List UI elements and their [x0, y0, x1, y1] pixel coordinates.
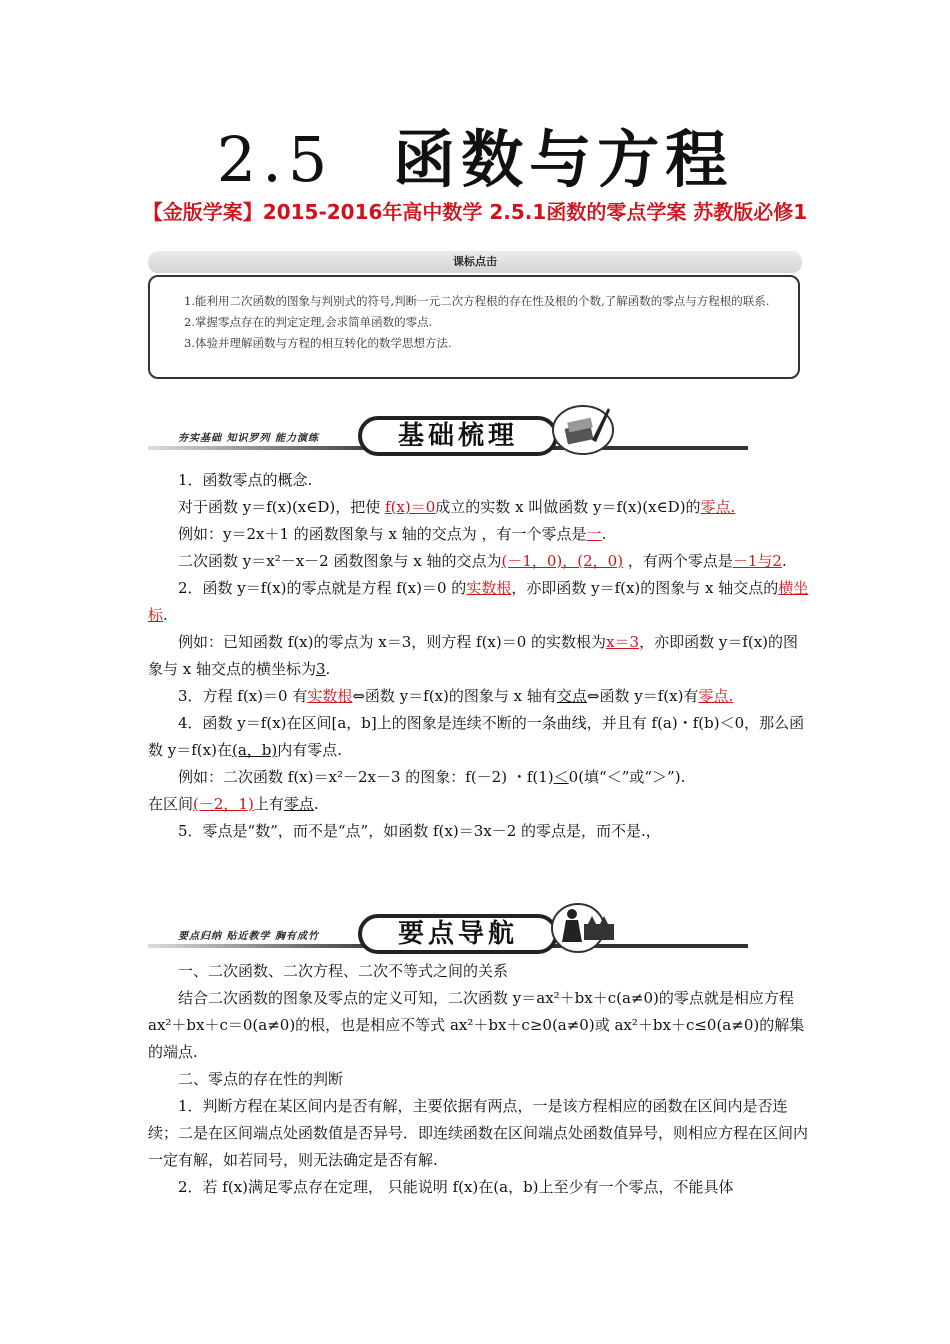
- objective-item: 1.能利用二次函数的图象与判别式的符号,判断一元二次方程根的存在性及根的个数,了解函数的零点与方程根的联系.: [184, 294, 770, 308]
- section-title: 要点导航: [358, 914, 558, 954]
- text: 2．函数 y＝f(x)的零点就是方程 f(x)＝0 的: [178, 579, 467, 597]
- text: 成立的实数 x 叫做函数 y＝f(x)(x∈D)的: [435, 498, 701, 516]
- answer: 交点: [556, 687, 587, 705]
- text: 二次函数 y＝x²－x－2 函数图象与 x 轴的交点为: [178, 552, 502, 570]
- navigator-icon: [548, 898, 618, 954]
- answer: (－2，1): [193, 795, 254, 813]
- answer: 3: [316, 660, 326, 678]
- paragraph: [148, 791, 813, 818]
- text: ⇔函数 y＝f(x)有: [586, 687, 699, 705]
- answer: 零点: [283, 795, 314, 813]
- answer: ＜: [553, 768, 569, 786]
- text: .: [781, 552, 787, 570]
- text: 对于函数 y＝f(x)(x∈D)，把使: [178, 498, 386, 516]
- text: 例如：二次函数 f(x)＝x²－2x－3 的图象：f(－2) ・f(1): [178, 768, 554, 786]
- text: ，有两个零点是: [623, 552, 733, 570]
- text: 在区间: [148, 795, 194, 813]
- section-slogan: 夯实基础 知识罗列 能力演练: [178, 433, 319, 444]
- answer: 实数根: [466, 579, 512, 597]
- text: .: [325, 660, 331, 678]
- text: .: [163, 606, 168, 624]
- heading: 一、二次函数、二次方程、二次不等式之间的关系: [178, 962, 509, 980]
- text: .: [313, 795, 319, 813]
- title-number: 2.5: [216, 123, 334, 196]
- paragraph: [148, 710, 813, 764]
- paragraph: [148, 683, 813, 710]
- objectives-banner: 课标点击: [148, 251, 802, 273]
- text: ，亦即函数 y＝f(x)的图象与 x 轴交点的: [511, 579, 779, 597]
- answer: 一: [586, 525, 602, 543]
- answer: 横坐标: [148, 579, 809, 624]
- text: .: [601, 525, 607, 543]
- paragraph: 2．若 f(x)满足零点存在定理， 只能说明 f(x)在(a，b)上至少有一个零点，不能具体: [178, 1178, 734, 1196]
- paragraph: 5．零点是“数”，而不是“点”，如函数 f(x)＝3x－2 的零点是，而不是.，: [178, 822, 661, 840]
- paragraph: 1．判断方程在某区间内是否有解，主要依据有两点，一是该方程相应的函数在区间内是否连续；二是在区间端点处函数值是否异号．即连续函数在区间端点处函数值异号，则相应方程在区间内一定有解，如若同号，则无法确定是否有解.: [148, 1097, 809, 1169]
- objective-item: 2.掌握零点存在的判定定理,会求简单函数的零点.: [184, 315, 433, 329]
- paragraph: [148, 764, 813, 791]
- heading: 二、零点的存在性的判断: [178, 1070, 344, 1088]
- answer: x＝3: [606, 633, 640, 651]
- objective-item: 3.体验并理解函数与方程的相互转化的数学思想方法.: [184, 336, 452, 350]
- section-slogan: 要点归纳 贴近教学 胸有成竹: [178, 931, 319, 942]
- title-text: 函数与方程: [393, 123, 734, 196]
- answer: (a，b): [231, 741, 278, 759]
- text: 4．函数 y＝f(x)在区间[a，b]上的图象是连续不断的一条曲线，并且有 f(a)・f(b)＜0，那么函数 y＝f(x)在: [148, 714, 805, 759]
- answer: 实数根: [307, 687, 353, 705]
- book-quill-icon: [548, 400, 618, 456]
- text: 3．方程 f(x)＝0 有: [178, 687, 308, 705]
- section-title: 基础梳理: [358, 416, 558, 456]
- paragraph: [148, 494, 813, 521]
- text: ，亦即函数 y＝f(x)的图象与 x 轴交点的横坐标为: [148, 633, 799, 678]
- text: 例如：y＝2x＋1 的函数图象与 x 轴的交点为 ，有一个零点是: [178, 525, 587, 543]
- section-banner-basics: [148, 400, 808, 460]
- answer: －1与2: [732, 552, 782, 570]
- paragraph: [148, 521, 813, 548]
- text: 上有: [253, 795, 284, 813]
- text: 例如：已知函数 f(x)的零点为 x＝3，则方程 f(x)＝0 的实数根为: [178, 633, 607, 651]
- text: 0(填“＜”或“＞”).: [568, 768, 686, 786]
- subtitle: 【金版学案】2015-2016年高中数学 2.5.1函数的零点学案 苏教版必修1: [142, 200, 808, 224]
- objectives-box: [148, 275, 800, 379]
- page-title: [0, 124, 950, 196]
- answer: f(x)＝0: [385, 498, 436, 516]
- basics-content: [148, 467, 813, 845]
- text: ⇔函数 y＝f(x)的图象与 x 轴有: [352, 687, 557, 705]
- paragraph: [148, 575, 813, 629]
- text: 内有零点.: [277, 741, 342, 759]
- guide-content: [148, 958, 813, 1201]
- answer: 零点.: [698, 687, 734, 705]
- paragraph: [148, 548, 813, 575]
- answer: 零点.: [700, 498, 736, 516]
- paragraph: 结合二次函数的图象及零点的定义可知，二次函数 y＝ax²＋bx＋c(a≠0)的零点就是相应方程 ax²＋bx＋c＝0(a≠0)的根，也是相应不等式 ax²＋bx＋c≥0(a≠0)或 ax²＋bx＋c≤0(a≠0)的解集的端点.: [148, 989, 805, 1061]
- paragraph: 1．函数零点的概念.: [178, 471, 313, 489]
- answer: (－1，0)，(2，0): [501, 552, 624, 570]
- section-banner-guide: [148, 898, 808, 958]
- paragraph: [148, 629, 813, 683]
